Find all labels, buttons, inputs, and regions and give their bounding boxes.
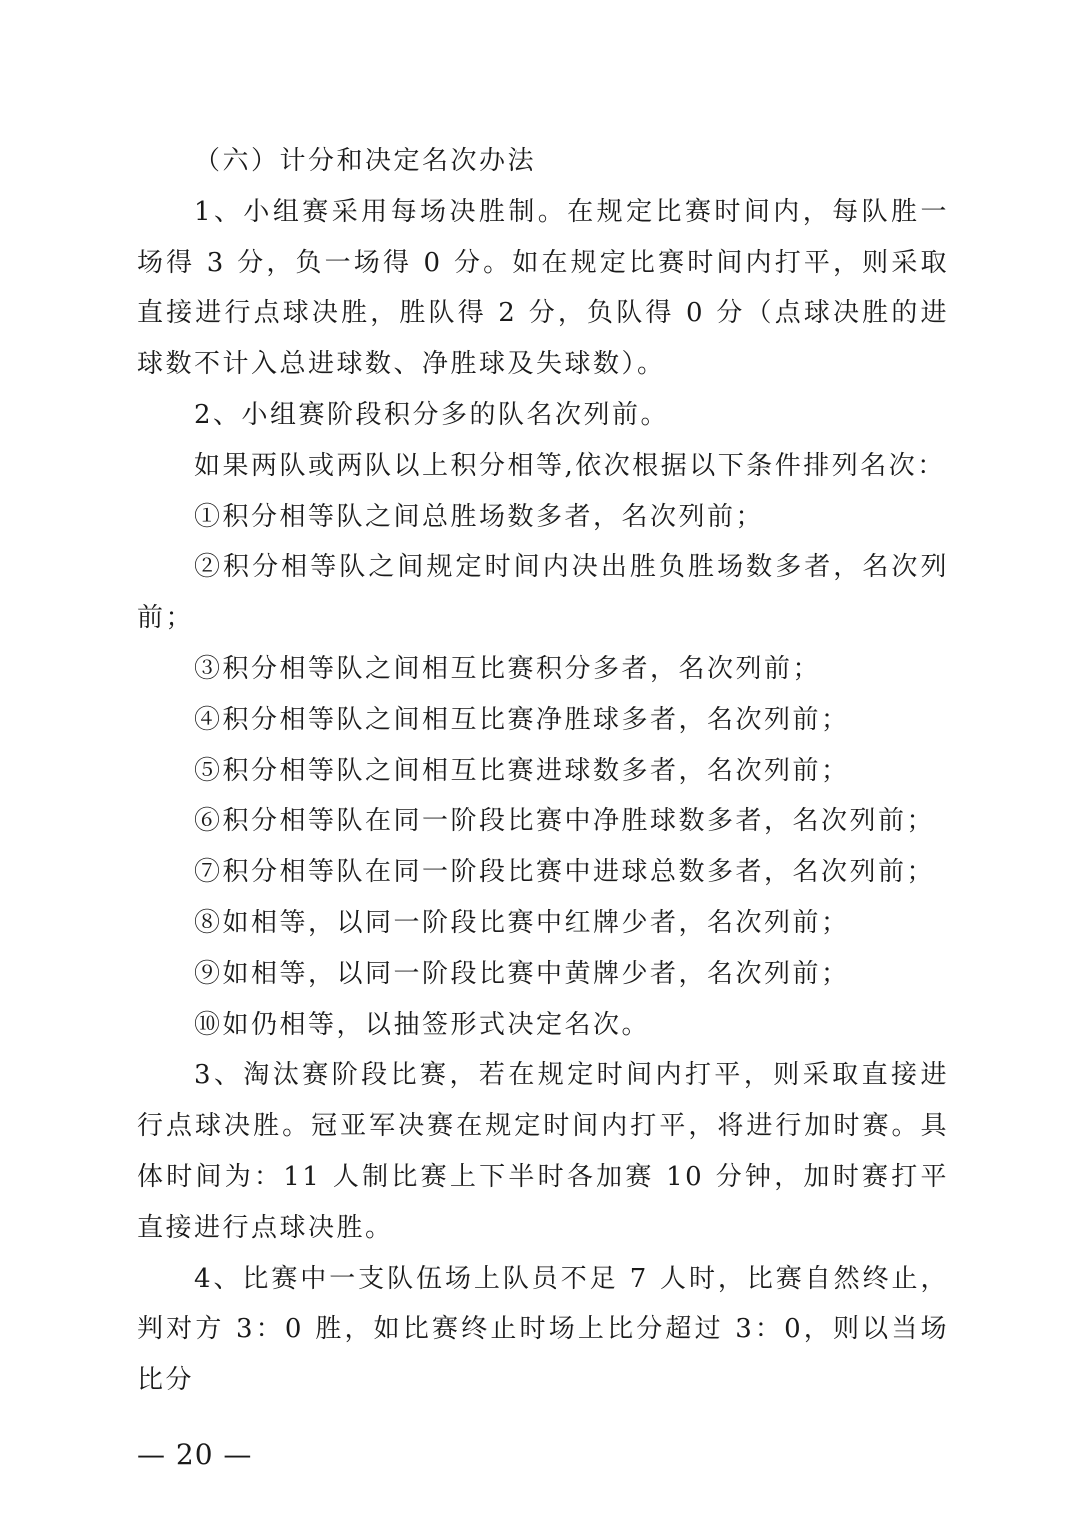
tiebreak-item-4: ④积分相等队之间相互比赛净胜球多者，名次列前； <box>194 704 850 735</box>
rule-2-paragraph: 2、小组赛阶段积分多的队名次列前。 <box>194 399 670 430</box>
rule-1-paragraph: 1、小组赛采用每场决胜制。在规定比赛时间内，每队胜一场得 3 分，负一场得 0 分。如在规定比赛时间内打平，则采取直接进行点球决胜，胜队得 2 分，负队得 0 分（点球决胜的进球数不计入总进球数、净胜球及失球数）。 <box>137 196 949 380</box>
tiebreak-item-2: ②积分相等队之间规定时间内决出胜负胜场数多者，名次列前； <box>137 552 949 634</box>
tiebreak-item-9: ⑨如相等，以同一阶段比赛中黄牌少者，名次列前； <box>194 958 850 989</box>
tiebreak-item-10: ⑩如仍相等，以抽签形式决定名次。 <box>194 1009 651 1040</box>
tiebreak-item-7: ⑦积分相等队在同一阶段比赛中进球总数多者，名次列前； <box>194 857 936 888</box>
rule-3-paragraph: 3、淘汰赛阶段比赛，若在规定时间内打平，则采取直接进行点球决胜。冠亚军决赛在规定时间内打平，将进行加时赛。具体时间为：11 人制比赛上下半时各加赛 10 分钟，加时赛打平直接进行点球决胜。 <box>137 1060 949 1243</box>
tiebreak-item-1: ①积分相等队之间总胜场数多者，名次列前； <box>194 501 765 532</box>
tiebreak-intro: 如果两队或两队以上积分相等,依次根据以下条件排列名次： <box>194 450 946 481</box>
tiebreak-item-5: ⑤积分相等队之间相互比赛进球数多者，名次列前； <box>194 755 850 786</box>
section-heading: （六）计分和决定名次办法 <box>194 146 537 176</box>
page-number: — 20 — <box>137 1438 253 1471</box>
tiebreak-item-3: ③积分相等队之间相互比赛积分多者，名次列前； <box>194 653 822 684</box>
tiebreak-item-6: ⑥积分相等队在同一阶段比赛中净胜球数多者，名次列前； <box>194 806 936 837</box>
tiebreak-item-8: ⑧如相等，以同一阶段比赛中红牌少者，名次列前； <box>194 907 850 938</box>
document-body <box>137 136 949 1406</box>
rule-4-paragraph: 4、比赛中一支队伍场上队员不足 7 人时，比赛自然终止，判对方 3：0 胜，如比赛终止时场上比分超过 3：0，则以当场比分 <box>137 1263 949 1396</box>
